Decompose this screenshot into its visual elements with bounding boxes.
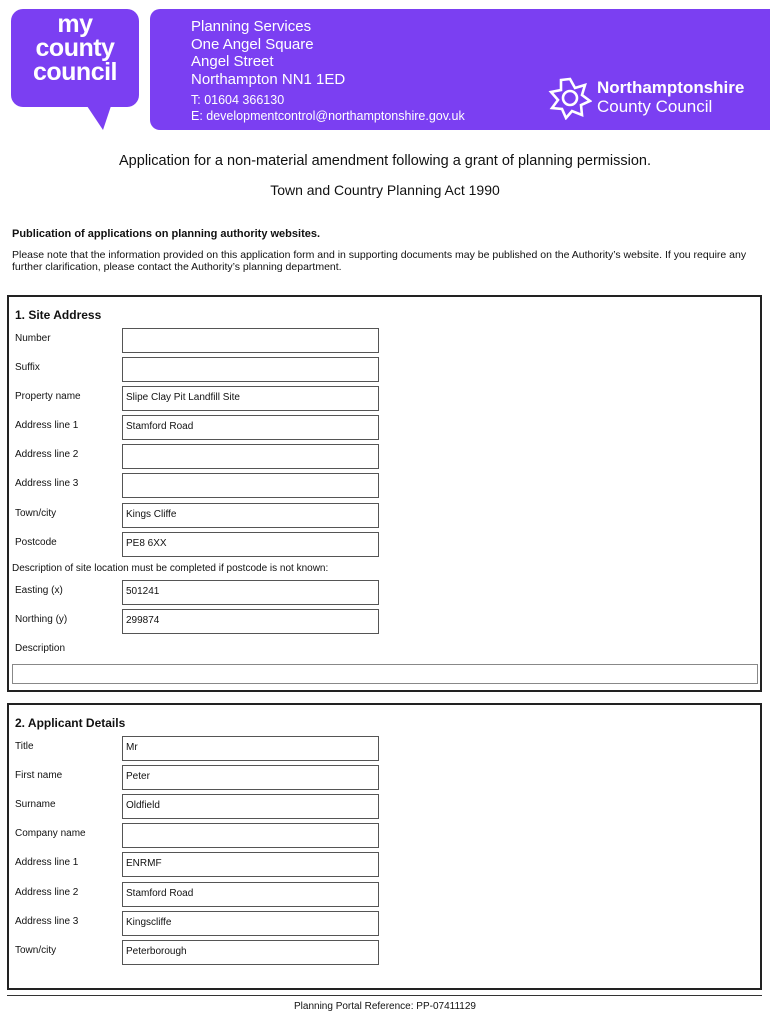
logo-line-2: county xyxy=(35,34,115,62)
location-note: Description of site location must be completed if postcode is not known: xyxy=(12,563,329,574)
section-heading: 1. Site Address xyxy=(15,308,102,322)
site-town-field[interactable]: Kings Cliffe xyxy=(122,503,379,528)
surname-field[interactable]: Oldfield xyxy=(122,794,379,819)
field-label: Description xyxy=(15,643,66,654)
form-title: Application for a non-material amendment following a grant of planning permission. xyxy=(119,153,651,169)
logo-speech-tail xyxy=(83,100,113,130)
field-label: Property name xyxy=(15,391,81,402)
council-name xyxy=(597,78,744,116)
footer-divider xyxy=(7,995,762,996)
postcode-field[interactable]: PE8 6XX xyxy=(122,532,379,557)
applicant-address-line-3-field[interactable]: Kingscliffe xyxy=(122,911,379,936)
section-heading: 2. Applicant Details xyxy=(15,716,126,730)
field-label: Number xyxy=(15,333,51,344)
field-label: Company name xyxy=(15,828,86,839)
council-name-line-1: Northamptonshire xyxy=(597,78,745,97)
site-address-section xyxy=(7,295,762,692)
logo-text xyxy=(11,12,139,84)
logo-line-1: my xyxy=(57,10,93,38)
email-address: E: developmentcontrol@northamptonshire.gov.uk xyxy=(191,108,465,123)
address-line: Angel Street xyxy=(191,53,274,70)
property-name-field[interactable]: Slipe Clay Pit Landfill Site xyxy=(122,386,379,411)
rose-emblem-icon xyxy=(548,76,592,120)
site-address-line-1-field[interactable]: Stamford Road xyxy=(122,415,379,440)
field-label: Address line 2 xyxy=(15,449,79,460)
field-label: Postcode xyxy=(15,537,57,548)
field-label: Town/city xyxy=(15,508,57,519)
field-label: Town/city xyxy=(15,945,57,956)
phone-number: T: 01604 366130 xyxy=(191,93,285,107)
address-line: Northampton NN1 1ED xyxy=(191,70,346,88)
applicant-town-field[interactable]: Peterborough xyxy=(122,940,379,965)
field-label: First name xyxy=(15,770,63,781)
field-label: Easting (x) xyxy=(15,585,63,596)
field-label: Address line 3 xyxy=(15,478,79,489)
first-name-field[interactable]: Peter xyxy=(122,765,379,790)
field-label: Address line 3 xyxy=(15,916,79,927)
site-address-line-3-field[interactable] xyxy=(122,473,379,498)
address-line: Planning Services xyxy=(191,18,312,35)
office-address xyxy=(191,18,345,88)
field-label: Suffix xyxy=(15,362,40,373)
field-label: Northing (y) xyxy=(15,614,68,625)
logo-line-3: council xyxy=(32,58,117,86)
portal-reference: Planning Portal Reference: PP-07411129 xyxy=(294,1001,476,1012)
publication-note: Please note that the information provided on this application form and in supporting documents may be published on the Authority’s website. If you require any further clarification, please contact the Authority’s planning department. xyxy=(12,249,747,273)
site-address-line-2-field[interactable] xyxy=(122,444,379,469)
northing-field[interactable]: 299874 xyxy=(122,609,379,634)
applicant-details-section xyxy=(7,703,762,990)
contact-details xyxy=(191,93,465,124)
field-label: Address line 1 xyxy=(15,857,79,868)
applicant-address-line-1-field[interactable]: ENRMF xyxy=(122,852,379,877)
suffix-field[interactable] xyxy=(122,357,379,382)
company-name-field[interactable] xyxy=(122,823,379,848)
applicant-address-line-2-field[interactable]: Stamford Road xyxy=(122,882,379,907)
address-line: One Angel Square xyxy=(191,35,314,53)
publication-heading: Publication of applications on planning authority websites. xyxy=(12,228,321,240)
description-field[interactable] xyxy=(12,664,758,684)
field-label: Address line 1 xyxy=(15,420,79,431)
easting-field[interactable]: 501241 xyxy=(122,580,379,605)
council-name-line-2: County Council xyxy=(597,97,713,116)
field-label: Title xyxy=(15,741,34,752)
number-field[interactable] xyxy=(122,328,379,353)
field-label: Address line 2 xyxy=(15,887,79,898)
act-title: Town and Country Planning Act 1990 xyxy=(270,182,500,198)
title-field[interactable]: Mr xyxy=(122,736,379,761)
field-label: Surname xyxy=(15,799,56,810)
